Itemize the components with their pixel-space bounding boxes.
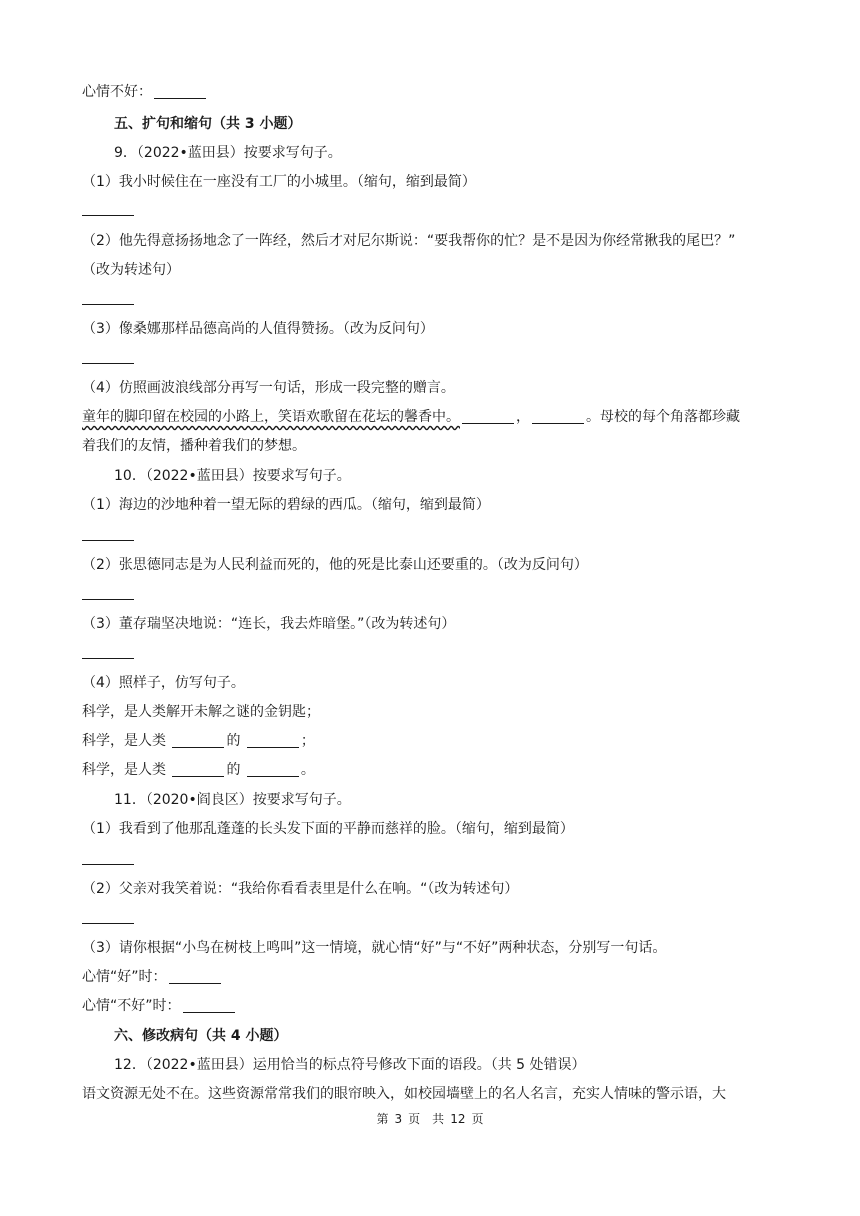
answer-line bbox=[82, 540, 134, 541]
question-11-part-1: （1）我看到了他那乱蓬蓬的长头发下面的平静而慈祥的脸。（缩句，缩到最简） bbox=[82, 821, 574, 837]
page-number: 3 bbox=[394, 1112, 403, 1126]
mood-bad-line: 心情不好： bbox=[82, 82, 782, 102]
question-9-part-4: （4）仿照画波浪线部分再写一句话，形成一段完整的赠言。 bbox=[82, 380, 455, 396]
answer-blank bbox=[183, 1011, 235, 1013]
answer-line bbox=[82, 304, 134, 305]
section-5-title: 五、扩句和缩句（共 3 小题） bbox=[114, 116, 302, 132]
question-11-part-3: （3）请你根据“小鸟在树枝上鸣叫”这一情境，就心情“好”与“不好”两种状态，分别写一句话。 bbox=[82, 940, 667, 956]
answer-blank bbox=[172, 775, 224, 777]
question-9-stem: 9．（2022•蓝田县）按要求写句子。 bbox=[114, 145, 342, 161]
question-11-part-2: （2）父亲对我笑着说：“我给你看看表里是什么在响。“（改为转述句） bbox=[82, 881, 519, 897]
imitation-line-2: 科学，是人类 的 。 bbox=[82, 762, 315, 778]
example-sentence: 科学，是人类解开未解之谜的金钥匙； bbox=[82, 704, 320, 720]
answer-line bbox=[82, 215, 134, 216]
answer-blank bbox=[169, 982, 221, 984]
answer-blank bbox=[532, 422, 584, 424]
answer-line bbox=[82, 923, 134, 924]
question-9-part-2: （2）他先得意扬扬地念了一阵经，然后才对尼尔斯说：“要我帮你的忙？是不是因为你经常揪我的尾巴？” bbox=[82, 233, 736, 249]
question-10-stem: 10．（2022•蓝田县）按要求写句子。 bbox=[114, 468, 351, 484]
question-10-part-1: （1）海边的沙地种着一望无际的碧绿的西瓜。（缩句，缩到最简） bbox=[82, 497, 490, 513]
answer-blank bbox=[247, 746, 299, 748]
page-total: 12 bbox=[450, 1112, 466, 1126]
question-11-stem: 11．（2020•阎良区）按要求写句子。 bbox=[114, 792, 351, 808]
question-9-part-4-passage: 童年的脚印留在校园的小路上，笑语欢歌留在花坛的馨香中。 ， 。母校的每个角落都珍藏 bbox=[82, 409, 740, 425]
answer-blank bbox=[247, 775, 299, 777]
question-9-part-4-passage-cont: 着我们的友情，播种着我们的梦想。 bbox=[82, 438, 306, 454]
imitation-line-1: 科学，是人类 的 ； bbox=[82, 733, 315, 749]
page-footer: 第 3 页 共 12 页 bbox=[376, 1112, 484, 1126]
wavy-underlined-text: 童年的脚印留在校园的小路上，笑语欢歌留在花坛的馨香中。 bbox=[82, 409, 460, 425]
answer-blank bbox=[462, 422, 514, 424]
answer-line bbox=[82, 599, 134, 600]
question-9-part-2-instruction: （改为转述句） bbox=[82, 262, 180, 278]
question-10-part-4: （4）照样子，仿写句子。 bbox=[82, 675, 245, 691]
answer-blank bbox=[154, 97, 206, 99]
question-10-part-3: （3）董存瑞坚决地说：“连长，我去炸暗堡。”（改为转述句） bbox=[82, 616, 456, 632]
question-9-part-1: （1）我小时候住在一座没有工厂的小城里。（缩句，缩到最简） bbox=[82, 174, 476, 190]
answer-line bbox=[82, 658, 134, 659]
mood-bad-line-2: 心情“不好”时： bbox=[82, 996, 782, 1016]
answer-blank bbox=[172, 746, 224, 748]
question-12-stem: 12．（2022•蓝田县）运用恰当的标点符号修改下面的语段。（共 5 处错误） bbox=[114, 1057, 586, 1073]
mood-good-line: 心情“好”时： bbox=[82, 967, 782, 987]
question-12-text: 语文资源无处不在。这些资源常常我们的眼帘映入，如校园墙壁上的名人名言，充实人情味的警示语，大 bbox=[82, 1086, 726, 1102]
answer-line bbox=[82, 363, 134, 364]
question-9-part-3: （3）像桑娜那样品德高尚的人值得赞扬。（改为反问句） bbox=[82, 321, 434, 337]
question-10-part-2: （2）张思德同志是为人民利益而死的，他的死是比泰山还要重的。（改为反问句） bbox=[82, 557, 588, 573]
answer-line bbox=[82, 864, 134, 865]
section-6-title: 六、修改病句（共 4 小题） bbox=[114, 1028, 288, 1044]
